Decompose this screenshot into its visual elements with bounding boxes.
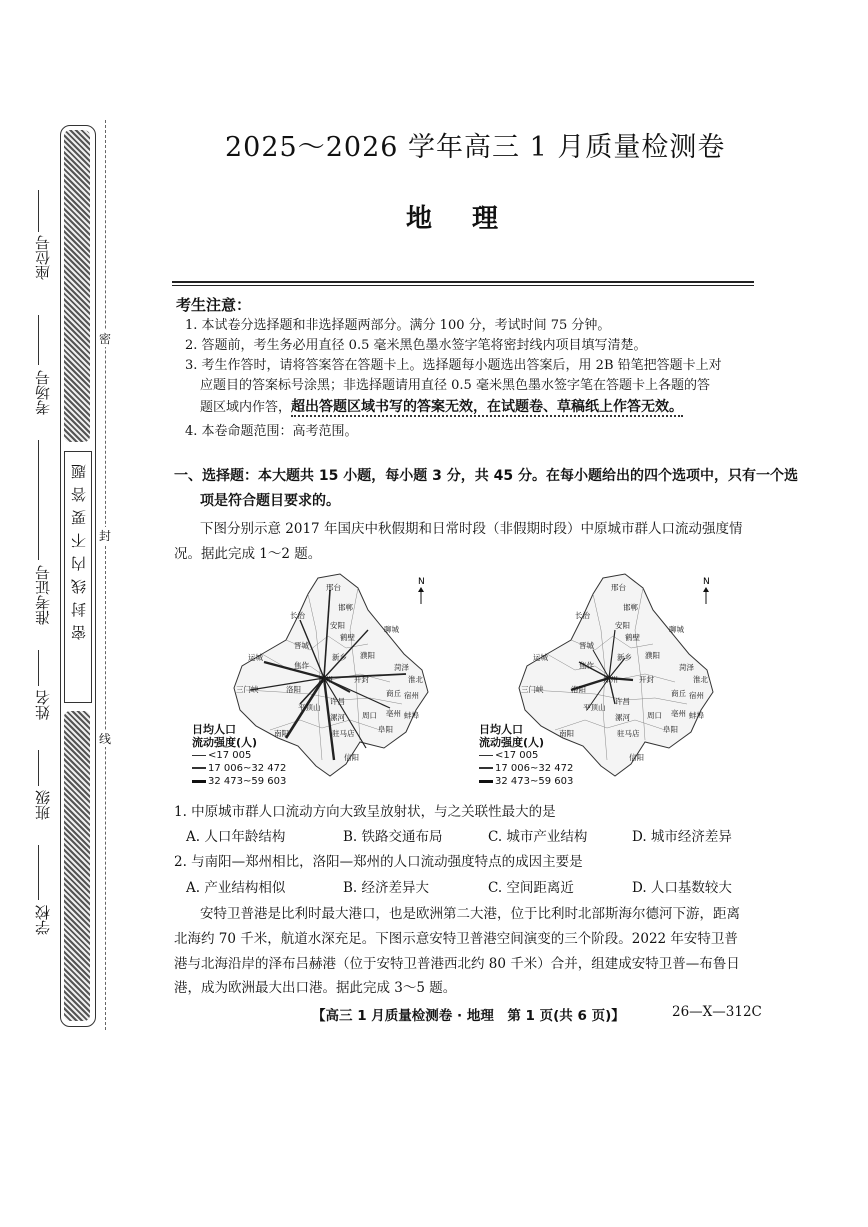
question-2-option-c: C. 空间距离近 [488, 880, 574, 896]
city-label: 信阳 [344, 753, 359, 762]
paper-code: 26—X—312C [672, 1004, 762, 1020]
seal-dashed-line [105, 120, 106, 1030]
city-label: 商丘 [671, 689, 686, 698]
map-daily [475, 570, 745, 795]
legend-item-label: <17 005 [495, 750, 539, 761]
hatch-pattern-bottom [64, 711, 90, 1021]
class-label: 班级 [34, 790, 52, 820]
name-field [32, 690, 53, 724]
city-label: 长治 [290, 611, 305, 620]
question-1-option-a: A. 人口年龄结构 [186, 829, 286, 845]
exam-id-label: 准考证号 [34, 565, 52, 625]
city-label: 驻马店 [617, 729, 640, 738]
question-2-stem: 2. 与南阳—郑州相比，洛阳—郑州的人口流动强度特点的成因主要是 [174, 854, 583, 870]
legend-item [479, 749, 573, 762]
section1-heading-cont: 项是符合题目要求的。 [200, 493, 340, 509]
city-label: 邯郸 [338, 603, 353, 612]
city-label: 商丘 [386, 689, 401, 698]
city-label: 濮阳 [645, 651, 660, 660]
city-label: 许昌 [330, 697, 345, 706]
legend-item-label: 17 006~32 472 [208, 763, 287, 774]
legend-item-label: <17 005 [208, 750, 252, 761]
legend-item-label: 32 473~59 603 [495, 776, 574, 787]
seat-number-line [38, 190, 39, 232]
north-arrow-head-icon [418, 587, 424, 592]
map-holiday [190, 570, 460, 795]
notice-item-3-emphasis: 超出答题区域书写的答案无效，在试题卷、草稿纸上作答无效。 [291, 399, 684, 415]
city-label: 淮北 [408, 675, 423, 684]
question-2-option-d: D. 人口基数较大 [632, 880, 732, 896]
city-label: 焦作 [294, 661, 309, 670]
city-label: 阜阳 [378, 725, 393, 734]
city-label: 平顶山 [298, 703, 321, 712]
city-label: 漯河 [615, 713, 630, 722]
seal-char: 密 [69, 625, 88, 640]
section1-heading: 一、选择题：本大题共 15 小题，每小题 3 分，共 45 分。在每小题给出的四个选项中，只有一个选 [174, 468, 798, 484]
room-number-label: 考场号 [34, 370, 52, 415]
passage-line-2: 北海约 70 千米，航道水深充足。下图示意安特卫普港空间演变的三个阶段。2022 年安特卫普 [174, 931, 738, 947]
page-title: 2025～2026 学年高三 1 月质量检测卷 [225, 132, 726, 163]
city-label: 三门峡 [521, 685, 544, 694]
passage-line-3: 港与北海沿岸的泽布吕赫港（位于安特卫普港西北约 80 千米）合并，组建成安特卫普—布鲁日 [174, 956, 740, 972]
north-label: N [418, 577, 425, 587]
intro-line-1: 下图分别示意 2017 年国庆中秋假期和日常时段（非假期时段）中原城市群人口流动强度情 [200, 521, 743, 537]
name-line [38, 650, 39, 686]
question-2-option-a: A. 产业结构相似 [186, 880, 286, 896]
city-label: 阜阳 [663, 725, 678, 734]
notice-item-4: 4. 本卷命题范围：高考范围。 [185, 424, 358, 439]
margin-mark-mi: 密 [99, 332, 112, 346]
intro-line-2: 况。据此完成 1～2 题。 [174, 546, 322, 562]
legend-item [479, 762, 573, 775]
margin-mark-feng: 封 [99, 529, 112, 543]
name-label: 姓名 [34, 690, 52, 720]
city-label: 菏泽 [679, 663, 694, 672]
exam-id-field [32, 565, 53, 629]
page-footer: 【高三 1 月质量检测卷 · 地理 第 1 页(共 6 页)】 [312, 1008, 625, 1024]
city-label: 菏泽 [394, 663, 409, 672]
city-label: 开封 [354, 675, 369, 684]
notice-heading: 考生注意： [176, 296, 252, 314]
city-label: 洛阳 [286, 685, 301, 694]
notice-item-3: 3. 考生作答时，请将答案答在答题卡上。选择题每小题选出答案后，用 2B 铅笔把答题卡上对 [185, 358, 722, 373]
city-label: 新乡 [617, 653, 632, 662]
legend-title: 流动强度(人) [192, 736, 258, 749]
city-label: 南阳 [274, 729, 289, 738]
city-label: 南阳 [559, 729, 574, 738]
city-label: 邯郸 [623, 603, 638, 612]
room-number-line [38, 315, 39, 365]
notice-item-3-cont: 应题目的答案标号涂黑；非选择题请用直径 0.5 毫米黑色墨水签字笔在答题卡上各题的答 [200, 378, 710, 393]
city-label: 晋城 [294, 641, 309, 650]
notice-item-1: 1. 本试卷分选择题和非选择题两部分。满分 100 分，考试时间 75 分钟。 [185, 318, 611, 333]
map-holiday-legend [192, 723, 286, 788]
city-label: 新乡 [332, 653, 347, 662]
room-number-field [32, 370, 53, 419]
city-label: 晋城 [579, 641, 594, 650]
city-label: 亳州 [386, 709, 401, 718]
city-label: 周口 [362, 711, 377, 720]
seal-char: 封 [69, 602, 88, 617]
city-label: 运城 [533, 653, 548, 662]
passage-line-1: 安特卫普港是比利时最大港口，也是欧洲第二大港，位于比利时北部斯海尔德河下游，距离 [200, 906, 740, 922]
school-line [38, 845, 39, 900]
city-label: 运城 [248, 653, 263, 662]
class-line [38, 750, 39, 786]
city-label: 焦作 [579, 661, 594, 670]
header-rule [172, 281, 754, 283]
header-rule-thin [172, 285, 754, 286]
passage-line-4: 港，成为欧洲最大出口港。据此完成 3～5 题。 [174, 980, 457, 996]
question-1-option-c: C. 城市产业结构 [488, 829, 588, 845]
subject-title: 地理 [406, 204, 539, 234]
city-label: 聊城 [669, 625, 684, 634]
city-label: 安阳 [330, 621, 345, 630]
exam-id-line [38, 440, 39, 560]
city-label: 宿州 [689, 691, 704, 700]
city-label: 淮北 [693, 675, 708, 684]
city-label: 郑州 [603, 675, 618, 684]
question-1-option-d: D. 城市经济差异 [632, 829, 732, 845]
seal-char: 不 [69, 533, 88, 548]
city-label: 邢台 [326, 583, 341, 592]
city-label: 长治 [575, 611, 590, 620]
seal-char: 线 [69, 579, 88, 594]
legend-item [192, 762, 286, 775]
seal-char: 答 [69, 487, 88, 502]
question-1-option-b: B. 铁路交通布局 [343, 829, 443, 845]
seal-char: 题 [69, 464, 88, 479]
seat-number-label: 座位号 [34, 235, 52, 280]
city-label: 漯河 [330, 713, 345, 722]
north-arrow-head-icon [703, 587, 709, 592]
legend-item-label: 17 006~32 472 [495, 763, 574, 774]
city-label: 亳州 [671, 709, 686, 718]
city-label: 濮阳 [360, 651, 375, 660]
seal-char: 要 [69, 510, 88, 525]
city-label: 鹤壁 [340, 633, 355, 642]
hatch-pattern-top [64, 130, 90, 442]
city-label: 周口 [647, 711, 662, 720]
notice-item-3-prefix: 题区域内作答， [200, 400, 292, 415]
question-1-stem: 1. 中原城市群人口流动方向大致呈放射状，与之关联性最大的是 [174, 804, 556, 820]
city-label: 宿州 [404, 691, 419, 700]
margin-mark-xian: 线 [99, 732, 112, 746]
question-2-option-b: B. 经济差异大 [343, 880, 430, 896]
legend-item-label: 32 473~59 603 [208, 776, 287, 787]
city-label: 许昌 [615, 697, 630, 706]
city-label: 郑州 [318, 675, 333, 684]
city-label: 安阳 [615, 621, 630, 630]
legend-title: 日均人口 [192, 723, 236, 736]
binding-strip [60, 125, 96, 1027]
city-label: 驻马店 [332, 729, 355, 738]
north-label: N [703, 577, 710, 587]
school-label: 学校 [34, 905, 52, 935]
city-label: 信阳 [629, 753, 644, 762]
seat-number-field [32, 235, 53, 284]
seal-warning-box [64, 451, 92, 703]
class-field [32, 790, 53, 824]
city-label: 洛阳 [571, 685, 586, 694]
legend-item [192, 749, 286, 762]
city-label: 蚌埠 [689, 711, 704, 720]
legend-title: 日均人口 [479, 723, 523, 736]
city-label: 平顶山 [583, 703, 606, 712]
city-label: 邢台 [611, 583, 626, 592]
map-daily-legend [479, 723, 573, 788]
legend-item [479, 775, 573, 788]
city-label: 开封 [639, 675, 654, 684]
notice-item-2: 2. 答题前，考生务必用直径 0.5 毫米黑色墨水签字笔将密封线内项目填写清楚。 [185, 338, 647, 353]
city-label: 蚌埠 [404, 711, 419, 720]
legend-item [192, 775, 286, 788]
seal-char: 内 [69, 556, 88, 571]
school-field [32, 905, 53, 939]
city-label: 鹤壁 [625, 633, 640, 642]
notice-item-3-end [200, 399, 683, 416]
city-label: 三门峡 [236, 685, 259, 694]
city-label: 聊城 [384, 625, 399, 634]
legend-title: 流动强度(人) [479, 736, 545, 749]
